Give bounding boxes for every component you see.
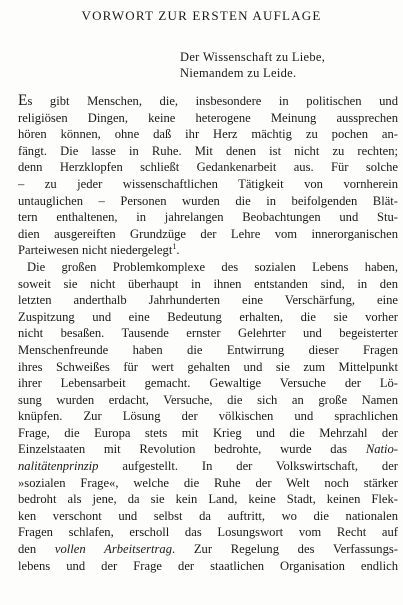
text-line: tern enthaltenen, in jahrelangen Beobachtungen und Stu- bbox=[18, 210, 398, 225]
text-line: sung wurden erdacht, Versuche, die sich an große Namen bbox=[18, 392, 398, 407]
italic-term: nalitätenprinzip bbox=[18, 459, 99, 474]
text-line: den vollen Arbeitsertrag. Zur Regelung des Verfassungs- bbox=[18, 542, 398, 557]
text-line: fängt. Die lasse in Ruhe. Mit denen ist nicht zu rechten; bbox=[18, 143, 398, 158]
text-line: ihres Schweißes für wert gehalten und sie zum Mittelpunkt bbox=[18, 359, 398, 374]
text-line: letzten anderthalb Jahrhunderten eine Verschärfung, eine bbox=[18, 293, 398, 308]
text-line: knüpfen. Zur Lösung der völkischen und sprachlichen bbox=[18, 409, 398, 424]
text-line: Die großen Problemkomplexe des sozialen Lebens haben, bbox=[27, 259, 398, 274]
text-line: soweit sie nicht überhaupt in ihnen entstanden sind, in den bbox=[18, 276, 398, 291]
text-line: hören können, ohne daß ihr Herz mächtig zu pochen an- bbox=[18, 127, 398, 142]
footnote-marker: 1 bbox=[172, 242, 177, 252]
text-line: Einzelstaaten mit Revolution bedrohte, wurde das Natio- bbox=[18, 442, 398, 457]
text-line: religiösen Dingen, keine heterogene Meinung aussprechen bbox=[18, 110, 398, 125]
text-line: nalitätenprinzip aufgestellt. In der Volkswirtschaft, der bbox=[18, 459, 398, 474]
text-line: Fragen schlafen, erscholl das Losungswort vom Recht auf bbox=[18, 525, 398, 540]
motto-line: Niemandem zu Leide. bbox=[180, 66, 297, 80]
text-line: ihrer Lebensarbeit gemacht. Gewaltige Versuche der Lö- bbox=[18, 376, 398, 391]
text-line: »sozialen Frage«, welche die Ruhe der Welt noch stärker bbox=[18, 475, 398, 490]
text-line: Zuspitzung und eine Bedeutung erhalten, die sie vorher bbox=[18, 309, 398, 324]
text-line: ken verschont und selbst da auftritt, wo die nationalen bbox=[18, 508, 398, 523]
text-line: Menschenfreunde haben die Entwirrung dieser Fragen bbox=[18, 342, 398, 357]
text-line: untauglichen – Personen wurden die in beifolgenden Blät- bbox=[18, 193, 398, 208]
motto bbox=[180, 49, 400, 81]
motto-line: Der Wissenschaft zu Liebe, bbox=[180, 50, 326, 64]
initial-letter: E bbox=[18, 92, 28, 109]
italic-term: Natio- bbox=[365, 442, 398, 457]
text-line: nicht besaßen. Tausende ernster Gelehrter und begeisterter bbox=[18, 326, 398, 341]
text-line: – zu jeder wissenschaftlichen Tätigkeit von vornherein bbox=[18, 176, 398, 191]
chapter-heading: VORWORT ZUR ERSTEN AUFLAGE bbox=[81, 8, 322, 23]
text-line: Parteiwesen nicht niedergelegt$^1$. bbox=[18, 242, 180, 258]
text-line: Es gibt Menschen, die, insbesondere in politischen und bbox=[18, 92, 398, 109]
text-line: denn Herzklopfen schließt Gedankenarbeit aus. Für solche bbox=[18, 160, 398, 175]
text-line: dien ausgereiften Grundzüge der Lehre vom innerorganischen bbox=[18, 226, 398, 241]
italic-term: vollen Arbeitsertrag bbox=[54, 542, 172, 557]
text-line: Frage, die Europa stets mit Krieg und die Mehrzahl der bbox=[18, 425, 398, 440]
text-line: bedroht als jene, da sie kein Land, keine Stadt, keinen Flek- bbox=[18, 492, 398, 507]
text-line: lebens und der Frage der staatlichen Organisation endlich bbox=[18, 558, 398, 573]
body-text bbox=[18, 93, 398, 574]
